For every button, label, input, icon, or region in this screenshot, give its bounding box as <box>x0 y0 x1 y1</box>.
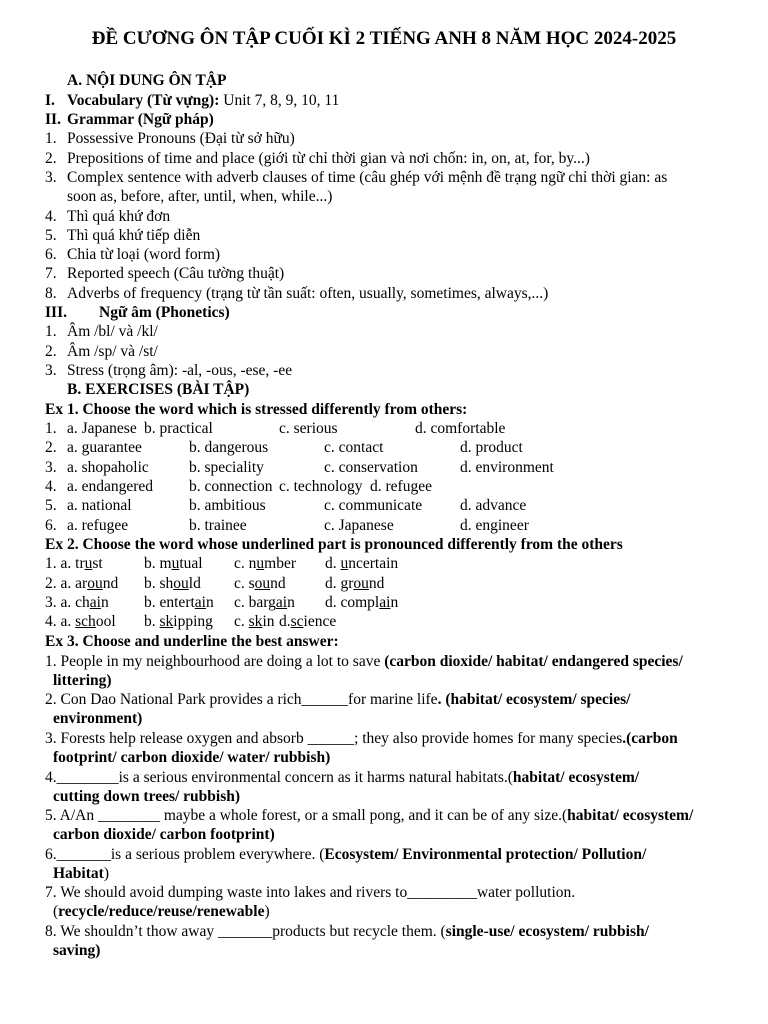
ex1-row <box>45 516 747 535</box>
option-c: c. contact <box>324 439 384 456</box>
grammar-item <box>45 284 747 303</box>
answer-options: (carbon dioxide/ habitat/ endangered species/ <box>384 653 683 670</box>
option-d: d. complain <box>325 594 399 611</box>
ex1-row <box>45 438 747 457</box>
ex3-question <box>45 768 747 807</box>
item-number: 3. <box>45 362 57 379</box>
phonetics-item <box>45 322 747 341</box>
ex2-heading: Ex 2. Choose the word whose underlined part is pronounced differently from the others <box>45 536 623 553</box>
ex3-question <box>45 922 747 961</box>
underlined-part: ai <box>89 594 101 611</box>
item-text: Âm /bl/ và /kl/ <box>67 323 158 340</box>
document-title: ĐỀ CƯƠNG ÔN TẬP CUỐI KÌ 2 TIẾNG ANH 8 NĂM HỌC 2024-2025 <box>91 28 677 49</box>
question-text: 2. Con Dao National Park provides a rich______for marine life <box>45 691 438 708</box>
option-b: b. dangerous <box>189 439 269 456</box>
option-a: 2. a. around <box>45 575 119 592</box>
question-text: 3. Forests help release oxygen and absorb ______; they also provide homes for many species <box>45 730 623 747</box>
option-b: b. should <box>144 575 201 592</box>
ex3-question <box>45 806 747 845</box>
question-text: 5. A/An ________ maybe a whole forest, or a small pong, and it can be of any size.( <box>45 807 568 824</box>
ex2-row <box>45 554 747 573</box>
underlined-part: ou <box>254 575 271 592</box>
answer-options: single-use/ ecosystem/ rubbish/ <box>445 923 649 940</box>
question-number: 1. <box>45 420 57 437</box>
item-number: 3. <box>45 169 57 186</box>
underlined-part: ou <box>353 575 369 592</box>
underlined-part: u <box>171 555 180 572</box>
option-b: b. speciality <box>189 459 264 476</box>
question-text: 7. We should avoid dumping waste into lakes and rivers to_________water pollution. <box>45 884 576 901</box>
ex1-row <box>45 458 747 477</box>
question-text: 8. We shouldn’t thow away _______products but recycle them. ( <box>45 923 446 940</box>
grammar-item <box>45 149 747 168</box>
option-b: b. mutual <box>144 555 203 572</box>
option-a: 3. a. chain <box>45 594 109 611</box>
grammar-item-continued: soon as, before, after, until, when, while...) <box>67 188 333 205</box>
option-d: d. environment <box>460 459 554 476</box>
item-text: Adverbs of frequency (trạng từ tần suất: often, usually, sometimes, always,...) <box>67 285 549 302</box>
grammar-item <box>45 207 747 226</box>
underlined-part: sk <box>248 613 263 630</box>
question-text: 6._______is a serious problem everywhere. ( <box>45 846 325 863</box>
underlined-part: ai <box>379 594 391 611</box>
underlined-part: u <box>340 555 349 572</box>
item-number: 1. <box>45 130 57 147</box>
option-b: b. ambitious <box>189 497 266 514</box>
ex3-question <box>45 652 747 691</box>
option-d: d. product <box>460 439 523 456</box>
answer-options-continued: saving) <box>53 942 101 960</box>
phonetics-item <box>45 361 747 380</box>
answer-options-continued: littering) <box>53 672 112 690</box>
ex3-question: 7. We should avoid dumping waste into lakes and rivers to_________water pollution. (recycle/reduce/reuse/renewable) <box>45 884 576 921</box>
item-text: Reported speech (Câu tường thuật) <box>67 265 285 282</box>
item-text: Stress (trọng âm): -al, -ous, -ese, -ee <box>67 362 293 379</box>
option-b: b. connection <box>189 478 273 495</box>
section-grammar <box>45 110 747 129</box>
item-number: 1. <box>45 323 57 340</box>
question-number: 2. <box>45 439 57 456</box>
question-number: 6. <box>45 517 57 534</box>
section-phonetics <box>45 303 747 322</box>
section-label: Grammar (Ngữ pháp) <box>67 111 214 128</box>
question-text: 4.________is a serious environmental concern as it harms natural habitats.( <box>45 769 513 786</box>
answer-options: Ecosystem/ Environmental protection/ Pollution/ <box>324 846 647 863</box>
section-text: Unit 7, 8, 9, 10, 11 <box>219 92 340 109</box>
underlined-part: ou <box>87 575 103 592</box>
option-a: 4. a. school <box>45 613 116 630</box>
item-text: Possessive Pronouns (Đại từ sở hữu) <box>67 130 295 147</box>
item-number: 4. <box>45 208 57 225</box>
answer-options: .(carbon <box>622 730 678 747</box>
answer-options-continued: environment) <box>53 710 143 728</box>
option-c: c. communicate <box>324 497 423 514</box>
option-c: c. skin <box>234 613 275 630</box>
underlined-part: u <box>84 555 93 572</box>
option-a: a. refugee <box>67 517 129 534</box>
option-a: a. endangered <box>67 478 154 495</box>
option-c: c. Japanese <box>324 517 394 534</box>
answer-options-continued: carbon dioxide/ carbon footprint) <box>53 826 275 844</box>
option-d: d. advance <box>460 497 527 514</box>
underlined-part: u <box>256 555 265 572</box>
question-text: 1. People in my neighbourhood are doing a lot to save <box>45 653 385 670</box>
option-d: d. refugee <box>370 478 432 495</box>
option-d: d. comfortable <box>415 420 506 437</box>
ex2-row <box>45 612 747 631</box>
item-text: Complex sentence with adverb clauses of time (câu ghép với mệnh đề trạng ngữ chỉ thời gian: as <box>67 169 668 186</box>
underlined-part: sk <box>159 613 174 630</box>
grammar-item <box>45 226 747 245</box>
ex1-row <box>45 496 747 515</box>
grammar-item <box>45 264 747 283</box>
section-vocabulary <box>45 91 747 110</box>
option-b: b. skipping <box>144 613 213 630</box>
grammar-item <box>45 129 747 148</box>
option-c: c. serious <box>279 420 338 437</box>
part-a-heading: A. NỘI DUNG ÔN TẬP <box>67 72 227 89</box>
section-label: Ngữ âm (Phonetics) <box>99 304 230 321</box>
underlined-part: sc <box>290 613 304 630</box>
ex3-question <box>45 729 747 768</box>
ex1-row <box>45 477 747 496</box>
item-text: Thì quá khứ đơn <box>67 208 171 225</box>
option-c: c. number <box>234 555 296 572</box>
answer-options-continued: footprint/ carbon dioxide/ water/ rubbish) <box>53 749 331 767</box>
phonetics-item <box>45 342 747 361</box>
item-number: 8. <box>45 285 57 302</box>
section-number: I. <box>45 92 55 109</box>
ex2-row <box>45 593 747 612</box>
question-number: 5. <box>45 497 57 514</box>
item-number: 6. <box>45 246 57 263</box>
section-number: III. <box>45 304 67 321</box>
part-b-heading: B. EXERCISES (BÀI TẬP) <box>67 381 250 398</box>
ex3-question: 6._______is a serious problem everywhere. (Ecosystem/ Environmental protection/ Pollution/ Habitat) <box>45 846 647 883</box>
item-text: Chia từ loại (word form) <box>67 246 221 263</box>
option-c: c. sound <box>234 575 286 592</box>
option-b: b. entertain <box>144 594 214 611</box>
underlined-part: ai <box>194 594 206 611</box>
item-number: 2. <box>45 343 57 360</box>
option-d: d.science <box>279 613 337 630</box>
option-d: d. uncertain <box>325 555 399 572</box>
item-text: Prepositions of time and place (giới từ chỉ thời gian và nơi chốn: in, on, at, for, by...) <box>67 150 590 167</box>
option-d: d. ground <box>325 575 385 592</box>
option-a: a. national <box>67 497 132 514</box>
underlined-part: ou <box>173 575 189 592</box>
option-c: c. conservation <box>324 459 418 476</box>
ex3-heading: Ex 3. Choose and underline the best answer: <box>45 633 339 650</box>
underlined-part: sch <box>75 613 96 630</box>
section-number: II. <box>45 111 61 128</box>
item-number: 7. <box>45 265 57 282</box>
grammar-item <box>45 168 747 187</box>
option-a: a. Japanese <box>67 420 137 437</box>
option-a: 1. a. trust <box>45 555 103 572</box>
option-d: d. engineer <box>460 517 529 534</box>
underlined-part: ai <box>275 594 288 611</box>
grammar-item <box>45 245 747 264</box>
question-number: 3. <box>45 459 57 476</box>
ex1-row <box>45 419 747 438</box>
answer-options: habitat/ ecosystem/ <box>567 807 694 824</box>
option-c: c. technology <box>279 478 363 495</box>
option-b: b. practical <box>144 420 213 437</box>
ex2-row <box>45 574 747 593</box>
section-label: Vocabulary (Từ vựng): <box>67 92 220 109</box>
option-c: c. bargain <box>234 594 295 611</box>
item-number: 5. <box>45 227 57 244</box>
answer-options-continued: Habitat <box>53 865 104 883</box>
item-number: 2. <box>45 150 57 167</box>
ex1-heading: Ex 1. Choose the word which is stressed differently from others: <box>45 401 468 418</box>
item-text: Thì quá khứ tiếp diễn <box>67 227 201 244</box>
option-a: a. guarantee <box>67 439 142 456</box>
answer-options: recycle/reduce/reuse/renewable <box>58 903 265 921</box>
answer-options: (habitat/ ecosystem/ species/ <box>441 691 631 708</box>
item-text: Âm /sp/ và /st/ <box>67 343 158 360</box>
option-a: a. shopaholic <box>67 459 149 476</box>
option-b: b. trainee <box>189 517 247 534</box>
question-number: 4. <box>45 478 57 495</box>
answer-options-continued: cutting down trees/ rubbish) <box>53 788 241 806</box>
ex3-question: 2. Con Dao National Park provides a rich______for marine life. (habitat/ ecosystem/ species/ environment) <box>45 691 631 728</box>
answer-options: habitat/ ecosystem/ <box>512 769 640 786</box>
